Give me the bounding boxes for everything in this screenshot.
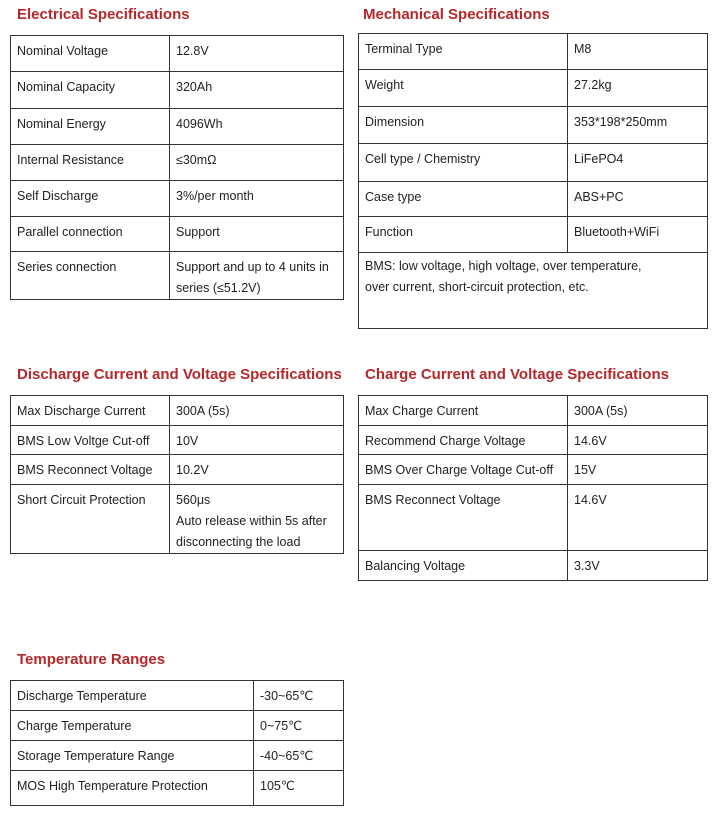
table-row [11, 485, 344, 554]
spec-label: Nominal Capacity [11, 72, 170, 109]
spec-label: Function [359, 217, 568, 253]
spec-label: Parallel connection [11, 217, 170, 252]
spec-value: 10.2V [170, 455, 344, 485]
table-row [11, 181, 344, 217]
spec-value: Bluetooth+WiFi [568, 217, 708, 253]
mechanical-title: Mechanical Specifications [363, 6, 550, 23]
spec-value: Support [170, 217, 344, 252]
temperature-table [10, 680, 344, 806]
spec-value: 14.6V [568, 485, 708, 551]
spec-label: MOS High Temperature Protection [11, 771, 254, 806]
spec-label: BMS Reconnect Voltage [359, 485, 568, 551]
spec-label: Terminal Type [359, 34, 568, 70]
table-row [359, 182, 708, 217]
spec-label: Internal Resistance [11, 145, 170, 181]
spec-label: Cell type / Chemistry [359, 144, 568, 182]
spec-value: 300A (5s) [170, 396, 344, 426]
spec-value: LiFePO4 [568, 144, 708, 182]
spec-value: -40~65℃ [254, 741, 344, 771]
table-row [359, 34, 708, 70]
table-row [359, 107, 708, 144]
mechanical-table [358, 33, 708, 329]
spec-label: Short Circuit Protection [11, 485, 170, 554]
spec-label: Recommend Charge Voltage [359, 426, 568, 455]
table-row [359, 144, 708, 182]
spec-value: 300A (5s) [568, 396, 708, 426]
table-row [11, 109, 344, 145]
spec-label: Max Charge Current [359, 396, 568, 426]
spec-label: Dimension [359, 107, 568, 144]
table-row [359, 70, 708, 107]
temperature-title: Temperature Ranges [17, 651, 166, 668]
spec-value: 3.3V [568, 551, 708, 581]
spec-value: 0~75℃ [254, 711, 344, 741]
table-row [359, 455, 708, 485]
table-row [11, 681, 344, 711]
spec-label: Charge Temperature [11, 711, 254, 741]
spec-label: Max Discharge Current [11, 396, 170, 426]
discharge-title: Discharge Current and Voltage Specifications [17, 366, 342, 383]
spec-value: 12.8V [170, 36, 344, 72]
charge-table [358, 395, 708, 581]
table-row [11, 455, 344, 485]
table-row [11, 396, 344, 426]
table-row [359, 253, 708, 329]
spec-label: Series connection [11, 252, 170, 300]
spec-label: Self Discharge [11, 181, 170, 217]
table-row [11, 771, 344, 806]
spec-label: BMS Over Charge Voltage Cut-off [359, 455, 568, 485]
spec-label: Case type [359, 182, 568, 217]
spec-value: ABS+PC [568, 182, 708, 217]
spec-value: -30~65℃ [254, 681, 344, 711]
spec-value: 3%/per month [170, 181, 344, 217]
table-row [11, 72, 344, 109]
spec-value: 353*198*250mm [568, 107, 708, 144]
spec-label: Balancing Voltage [359, 551, 568, 581]
spec-value: Support and up to 4 units in series (≤51.2V) [170, 252, 344, 300]
spec-value: 105℃ [254, 771, 344, 806]
spec-label: Discharge Temperature [11, 681, 254, 711]
table-row [11, 741, 344, 771]
table-row [359, 426, 708, 455]
spec-value: 10V [170, 426, 344, 455]
table-row [359, 396, 708, 426]
spec-label: Weight [359, 70, 568, 107]
spec-value: 560μs Auto release within 5s after disconnecting the load [170, 485, 344, 554]
spec-value: 4096Wh [170, 109, 344, 145]
table-row [11, 217, 344, 252]
table-row [359, 217, 708, 253]
table-row [359, 551, 708, 581]
table-row [11, 252, 344, 300]
spec-label: BMS Reconnect Voltage [11, 455, 170, 485]
bms-note: BMS: low voltage, high voltage, over temperature, over current, short-circuit protection, etc. [359, 253, 708, 329]
electrical-title: Electrical Specifications [17, 6, 190, 23]
spec-label: BMS Low Voltge Cut-off [11, 426, 170, 455]
table-row [359, 485, 708, 551]
discharge-table [10, 395, 344, 554]
spec-value: 27.2kg [568, 70, 708, 107]
spec-value: 320Ah [170, 72, 344, 109]
spec-value: ≤30mΩ [170, 145, 344, 181]
spec-value: 15V [568, 455, 708, 485]
table-row [11, 145, 344, 181]
table-row [11, 36, 344, 72]
spec-label: Storage Temperature Range [11, 741, 254, 771]
spec-value: 14.6V [568, 426, 708, 455]
table-row [11, 426, 344, 455]
electrical-table [10, 35, 344, 300]
spec-label: Nominal Voltage [11, 36, 170, 72]
table-row [11, 711, 344, 741]
spec-value: M8 [568, 34, 708, 70]
charge-title: Charge Current and Voltage Specifications [365, 366, 669, 383]
spec-label: Nominal Energy [11, 109, 170, 145]
